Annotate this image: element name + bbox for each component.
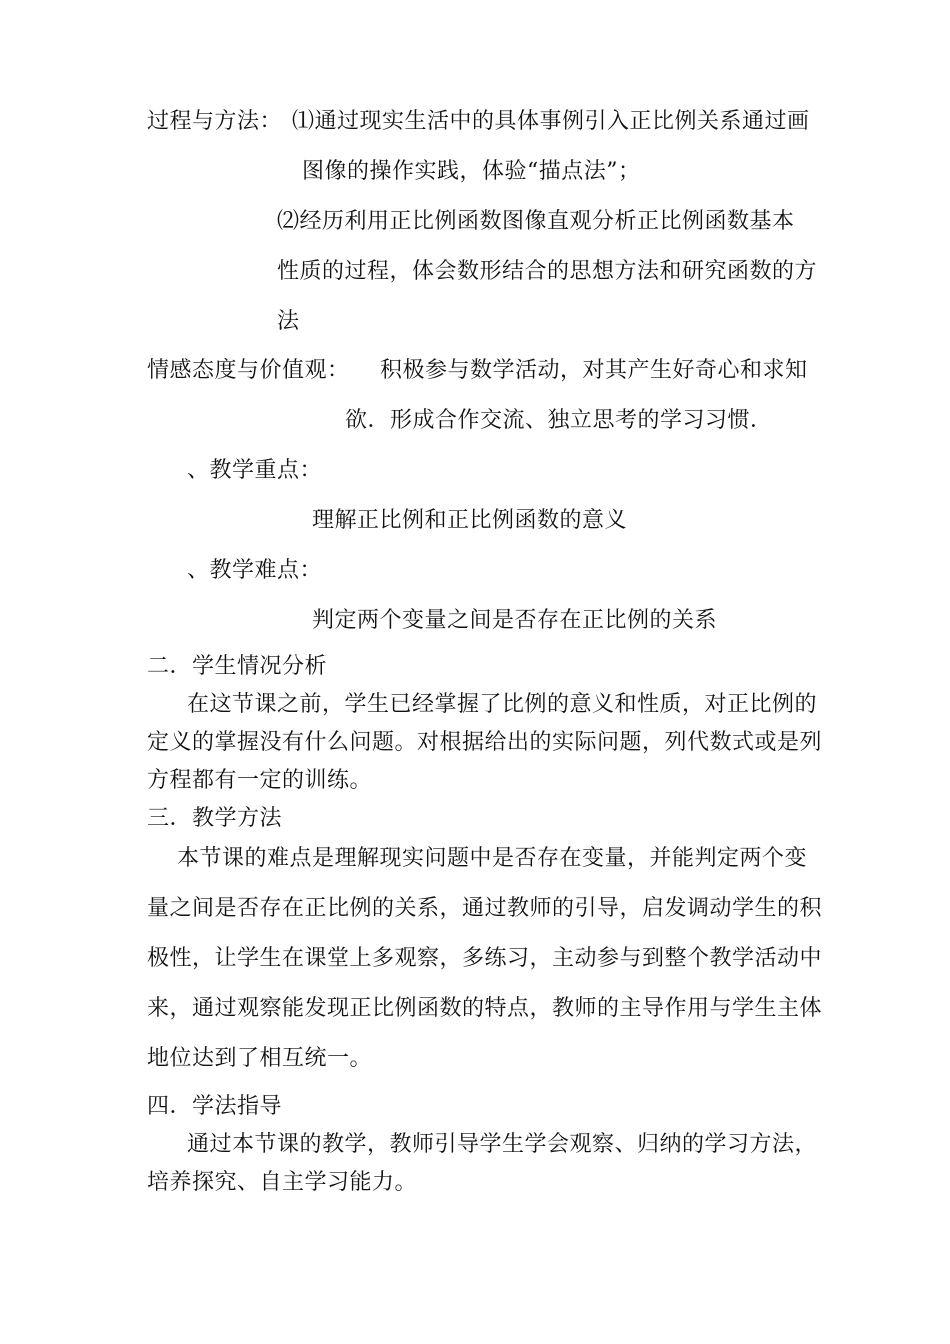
teaching-key-point-content: 理解正比例和正比例函数的意义: [312, 508, 628, 533]
process-method-item2-line3: 法: [277, 309, 300, 334]
section2-line2: 定义的掌握没有什么问题。对根据给出的实际问题，列代数式或是列: [147, 730, 823, 755]
section2-line3: 方程都有一定的训练。: [147, 768, 373, 793]
section3-line3: 极性，让学生在课堂上多观察，多练习，主动参与到整个教学活动中: [147, 946, 823, 971]
section4-line2: 培养探究、自主学习能力。: [147, 1170, 418, 1195]
emotion-values-label: 情感态度与价值观：: [147, 358, 350, 383]
section4-line1: 通过本节课的教学，教师引导学生学会观察、归纳的学习方法，: [187, 1132, 818, 1157]
process-method-item2-line1: ⑵经历利用正比例函数图像直观分析正比例函数基本: [277, 209, 795, 234]
teaching-difficulty-content: 判定两个变量之间是否存在正比例的关系: [312, 608, 718, 633]
process-method-item1-line1: ⑴通过现实生活中的具体事例引入正比例关系通过画: [292, 109, 810, 134]
section3-line1: 本节课的难点是理解现实问题中是否存在变量，并能判定两个变: [177, 846, 808, 871]
process-method-item1-line2: 图像的操作实践，体验“描点法”；: [302, 159, 641, 184]
section3-line4: 来，通过观察能发现正比例函数的特点，教师的主导作用与学生主体: [147, 996, 823, 1021]
section3-line5: 地位达到了相互统一。: [147, 1046, 373, 1071]
teaching-difficulty-heading: 、教学难点：: [187, 558, 323, 583]
process-method-label: 过程与方法：: [147, 109, 283, 134]
emotion-values-line1: 积极参与数学活动，对其产生好奇心和求知: [380, 358, 808, 383]
section2-heading: 二．学生情况分析: [147, 654, 328, 679]
emotion-values-line2: 欲．形成合作交流、独立思考的学习习惯．: [345, 408, 773, 433]
section3-heading: 三．教学方法: [147, 806, 283, 831]
teaching-key-point-heading: 、教学重点：: [187, 458, 323, 483]
section2-line1: 在这节课之前，学生已经掌握了比例的意义和性质，对正比例的: [187, 692, 818, 717]
process-method-item2-line2: 性质的过程，体会数形结合的思想方法和研究函数的方: [277, 259, 818, 284]
section4-heading: 四．学法指导: [147, 1094, 283, 1119]
section3-line2: 量之间是否存在正比例的关系，通过教师的引导，启发调动学生的积: [147, 896, 823, 921]
